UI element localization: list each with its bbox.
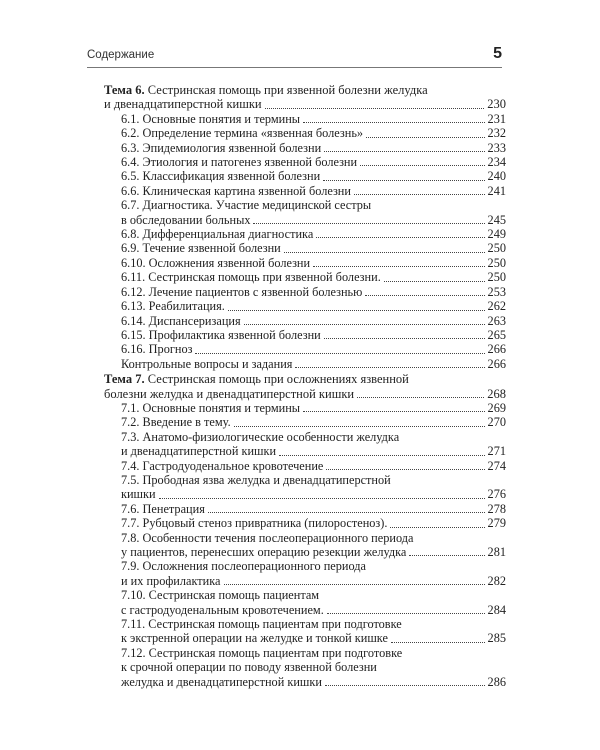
leader-dots xyxy=(354,194,485,195)
toc-topic-6[interactable] xyxy=(104,83,506,112)
toc-line xyxy=(104,97,506,111)
leader-dots xyxy=(360,165,484,166)
toc-item[interactable] xyxy=(104,328,506,342)
toc-item[interactable] xyxy=(104,256,506,270)
leader-dots xyxy=(208,512,485,513)
page-ref: 270 xyxy=(487,415,506,430)
page-ref: 263 xyxy=(487,313,506,328)
leader-dots xyxy=(324,338,485,339)
toc-line xyxy=(104,357,506,371)
page-ref: 250 xyxy=(487,270,506,285)
leader-dots xyxy=(195,353,484,354)
leader-dots xyxy=(324,151,484,152)
topic-title-cont: болезни желудка и двенадцатиперстной кишки xyxy=(104,386,355,401)
toc-line xyxy=(104,660,506,674)
toc-item-text: кишки xyxy=(121,487,156,502)
toc-line xyxy=(104,227,506,241)
toc-item[interactable] xyxy=(104,646,506,689)
toc-item[interactable] xyxy=(104,126,506,140)
page-ref: 262 xyxy=(487,299,506,314)
toc-item-text: к срочной операции по поводу язвенной болезни xyxy=(121,660,377,675)
page-ref: 230 xyxy=(487,97,506,112)
toc-item-text: 7.6. Пенетрация xyxy=(121,501,205,516)
toc-line xyxy=(104,516,506,530)
toc-item-text: 7.11. Сестринская помощь пациентам при подготовке xyxy=(121,617,402,632)
toc-line xyxy=(104,256,506,270)
toc-item[interactable] xyxy=(104,198,506,227)
toc-item-text: 7.9. Осложнения послеоперационного периода xyxy=(121,559,367,574)
page-ref: 281 xyxy=(487,545,506,559)
toc-line xyxy=(104,169,506,183)
page-ref: 266 xyxy=(487,356,506,371)
leader-dots xyxy=(303,122,484,123)
toc-item-text: 7.5. Прободная язва желудка и двенадцатиперстной xyxy=(121,472,391,487)
toc-item[interactable] xyxy=(104,184,506,198)
toc-line xyxy=(104,184,506,198)
toc-line xyxy=(104,155,506,169)
toc-line xyxy=(104,603,506,617)
leader-dots xyxy=(224,584,485,585)
toc-item[interactable] xyxy=(104,473,506,502)
toc-item[interactable] xyxy=(104,169,506,183)
toc-item-text: 6.16. Прогноз xyxy=(121,342,193,357)
toc-item-text: 7.4. Гастродуоденальное кровотечение xyxy=(121,458,324,473)
toc-item[interactable] xyxy=(104,459,506,473)
toc-item-text: к экстренной операции на желудке и тонкой кишке xyxy=(121,631,388,646)
leader-dots xyxy=(228,310,485,311)
page-ref: 245 xyxy=(487,212,506,227)
toc-item[interactable] xyxy=(104,241,506,255)
leader-dots xyxy=(253,223,484,224)
page-number: 5 xyxy=(493,45,502,62)
page-ref: 274 xyxy=(487,458,506,473)
toc-line xyxy=(104,559,506,573)
leader-dots xyxy=(391,642,485,643)
header-rule xyxy=(87,67,502,68)
leader-dots xyxy=(323,180,484,181)
toc-line xyxy=(104,444,506,458)
page-ref: 232 xyxy=(487,126,506,141)
page-ref: 241 xyxy=(487,183,506,198)
toc-line xyxy=(104,213,506,227)
toc-item-text: 6.5. Классификация язвенной болезни xyxy=(121,169,321,184)
toc-item[interactable] xyxy=(104,342,506,356)
toc-line xyxy=(104,545,506,559)
toc-item-text: 6.9. Течение язвенной болезни xyxy=(121,241,281,256)
toc-item-text: 7.3. Анатомо-физиологические особенности желудка xyxy=(121,429,400,444)
toc-item[interactable] xyxy=(104,531,506,560)
leader-dots xyxy=(357,397,484,398)
toc-section-list xyxy=(104,401,506,689)
toc-line xyxy=(104,574,506,588)
toc-item-text: 6.7. Диагностика. Участие медицинской сестры xyxy=(121,198,372,213)
toc-item-text: Контрольные вопросы и задания xyxy=(121,356,293,371)
toc-item-text: 6.6. Клиническая картина язвенной болезни xyxy=(121,183,351,198)
topic-title-cont: и двенадцатиперстной кишки xyxy=(104,97,262,112)
toc-item-text: 6.3. Эпидемиология язвенной болезни xyxy=(121,140,322,155)
toc-item-text: 6.2. Определение термина «язвенная болезнь» xyxy=(121,126,364,141)
leader-dots xyxy=(316,237,484,238)
toc-line xyxy=(104,646,506,660)
toc-line xyxy=(104,415,506,429)
page-ref: 240 xyxy=(487,169,506,184)
table-of-contents xyxy=(104,82,506,689)
toc-item-text: 6.8. Дифференциальная диагностика xyxy=(121,227,314,242)
toc-item-text: с гастродуоденальным кровотечением. xyxy=(121,602,324,617)
toc-line xyxy=(104,401,506,415)
leader-dots xyxy=(284,252,485,253)
toc-item[interactable] xyxy=(104,141,506,155)
toc-item-text: 6.13. Реабилитация. xyxy=(121,299,225,314)
toc-item-text: 7.2. Введение в тему. xyxy=(121,415,231,430)
toc-item-text: 6.1. Основные понятия и термины xyxy=(121,111,301,126)
toc-item[interactable] xyxy=(104,430,506,459)
toc-line xyxy=(104,342,506,356)
leader-dots xyxy=(390,527,484,528)
toc-item-text: в обследовании больных xyxy=(121,212,251,227)
toc-line xyxy=(104,285,506,299)
toc-item[interactable] xyxy=(104,299,506,313)
toc-line xyxy=(104,198,506,212)
leader-dots xyxy=(327,613,485,614)
toc-item[interactable] xyxy=(104,227,506,241)
page-ref: 231 xyxy=(487,111,506,126)
topic-label: Тема 6. xyxy=(104,83,145,97)
toc-item-text: и их профилактика xyxy=(121,573,221,588)
leader-dots xyxy=(244,324,485,325)
leader-dots xyxy=(366,137,484,138)
toc-item[interactable] xyxy=(104,357,506,371)
topic-title: Сестринская помощь при язвенной болезни желудка xyxy=(147,83,428,97)
toc-line xyxy=(104,473,506,487)
leader-dots xyxy=(303,411,484,412)
toc-item-text: 7.7. Рубцовый стеноз привратника (пилоростеноз). xyxy=(121,516,388,531)
page-ref: 253 xyxy=(487,284,506,299)
toc-item-text: 6.12. Лечение пациентов с язвенной болезнью xyxy=(121,284,363,299)
toc-item[interactable] xyxy=(104,516,506,530)
page-ref: 250 xyxy=(487,255,506,270)
toc-item[interactable] xyxy=(104,112,506,126)
toc-item-text: 6.4. Этиология и патогенез язвенной болезни xyxy=(121,155,358,170)
page-ref: 250 xyxy=(487,241,506,256)
toc-item[interactable] xyxy=(104,314,506,328)
leader-dots xyxy=(325,685,485,686)
page-ref: 279 xyxy=(487,516,506,531)
leader-dots xyxy=(384,281,485,282)
toc-line xyxy=(104,372,506,386)
page-ref: 234 xyxy=(487,155,506,170)
toc-item-text: 6.15. Профилактика язвенной болезни xyxy=(121,327,321,342)
page-ref: 282 xyxy=(487,573,506,588)
running-title: Содержание xyxy=(87,49,155,61)
toc-line xyxy=(104,617,506,631)
leader-dots xyxy=(265,108,485,109)
page-header xyxy=(87,45,502,64)
leader-dots xyxy=(326,469,484,470)
toc-line xyxy=(104,112,506,126)
toc-item[interactable] xyxy=(104,401,506,415)
toc-line xyxy=(104,299,506,313)
leader-dots xyxy=(409,555,484,556)
toc-line xyxy=(104,631,506,645)
toc-item-text: 6.11. Сестринская помощь при язвенной болезни. xyxy=(121,270,381,285)
toc-topic-7[interactable] xyxy=(104,372,506,401)
page-ref: 265 xyxy=(487,327,506,342)
page-ref: 266 xyxy=(487,342,506,357)
page-ref: 268 xyxy=(487,386,506,401)
toc-item-text: 7.12. Сестринская помощь пациентам при подготовке xyxy=(121,645,403,660)
toc-item-text: 6.14. Диспансеризация xyxy=(121,313,241,328)
toc-item[interactable] xyxy=(104,588,506,617)
leader-dots xyxy=(279,455,484,456)
toc-item-text: у пациентов, перенесших операцию резекции желудка xyxy=(121,545,407,559)
page-ref: 269 xyxy=(487,400,506,415)
toc-item-text: 7.8. Особенности течения послеоперационного периода xyxy=(121,530,414,545)
toc-item-text: 7.10. Сестринская помощь пациентам xyxy=(121,588,320,603)
toc-item[interactable] xyxy=(104,415,506,429)
page-ref: 286 xyxy=(487,674,506,689)
toc-item[interactable] xyxy=(104,559,506,588)
leader-dots xyxy=(159,498,485,499)
toc-line xyxy=(104,459,506,473)
page-ref: 285 xyxy=(487,631,506,646)
toc-item-text: 7.1. Основные понятия и термины xyxy=(121,400,301,415)
toc-item[interactable] xyxy=(104,502,506,516)
toc-line xyxy=(104,430,506,444)
toc-item-text: желудка и двенадцатиперстной кишки xyxy=(121,674,322,689)
toc-item[interactable] xyxy=(104,155,506,169)
topic-title: Сестринская помощь при осложнениях язвенной xyxy=(147,372,409,387)
page-ref: 233 xyxy=(487,140,506,155)
page-ref: 276 xyxy=(487,487,506,502)
toc-line xyxy=(104,675,506,689)
leader-dots xyxy=(365,295,484,296)
toc-item-text: 6.10. Осложнения язвенной болезни xyxy=(121,255,311,270)
toc-line xyxy=(104,588,506,602)
topic-label: Тема 7. xyxy=(104,372,145,387)
toc-line xyxy=(104,487,506,501)
toc-line xyxy=(104,502,506,516)
toc-line xyxy=(104,387,506,401)
toc-section-list xyxy=(104,112,506,371)
toc-line xyxy=(104,328,506,342)
toc-line xyxy=(104,270,506,284)
toc-item-text: и двенадцатиперстной кишки xyxy=(121,444,277,459)
toc-item[interactable] xyxy=(104,617,506,646)
toc-item[interactable] xyxy=(104,270,506,284)
page-ref: 278 xyxy=(487,501,506,516)
toc-line xyxy=(104,241,506,255)
toc-item[interactable] xyxy=(104,285,506,299)
toc-line xyxy=(104,531,506,545)
toc-line xyxy=(104,83,506,97)
page-ref: 271 xyxy=(487,444,506,459)
page-ref: 249 xyxy=(487,227,506,242)
toc-line xyxy=(104,141,506,155)
toc-line xyxy=(104,314,506,328)
leader-dots xyxy=(295,367,484,368)
leader-dots xyxy=(234,426,485,427)
page-ref: 284 xyxy=(487,602,506,617)
toc-line xyxy=(104,126,506,140)
leader-dots xyxy=(313,266,484,267)
